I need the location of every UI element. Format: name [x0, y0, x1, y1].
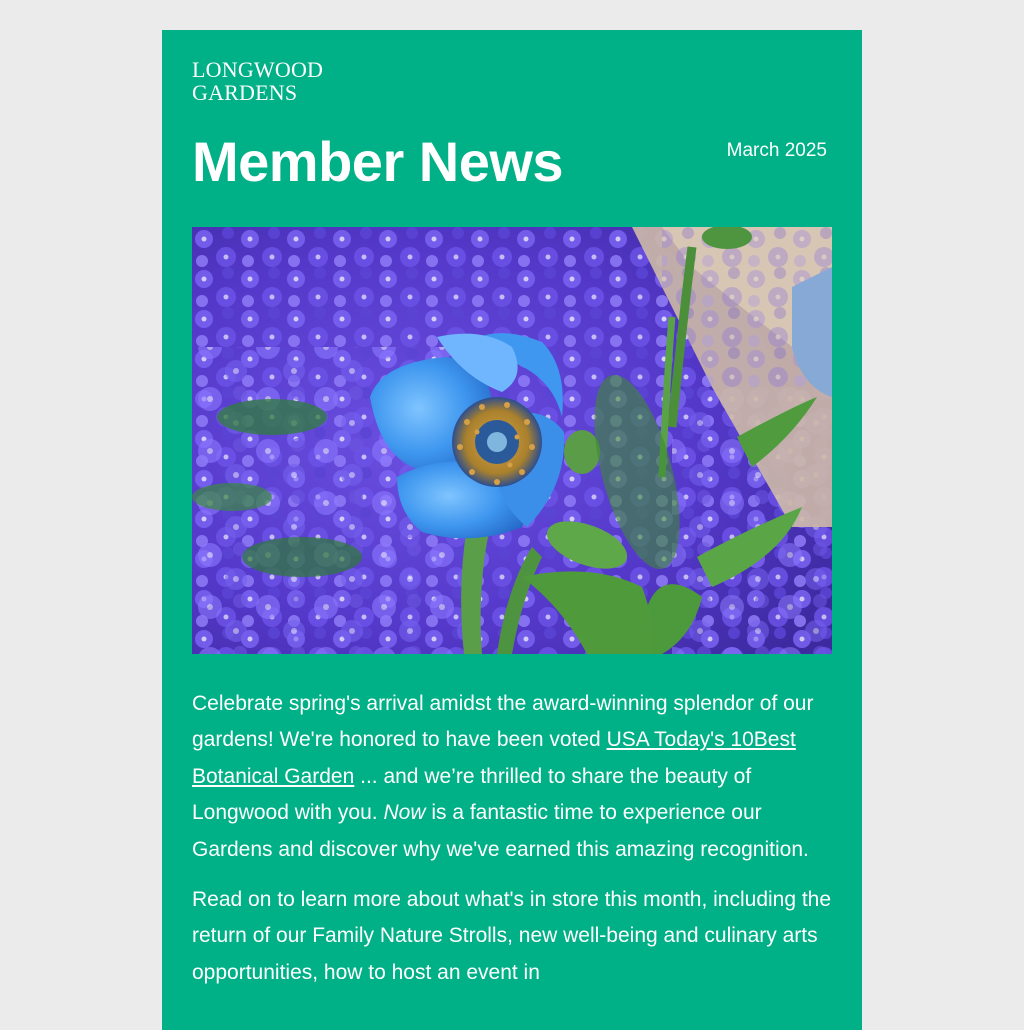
intro-copy	[192, 686, 837, 1005]
email-container	[162, 30, 862, 1030]
longwood-gardens-logo[interactable]	[192, 58, 323, 104]
intro-paragraph-1	[192, 686, 837, 868]
page-title: Member News	[192, 130, 564, 193]
intro-paragraph-2: Read on to learn more about what's in store this month, including the return of our Family Nature Strolls, new well-being and culinary arts opportunities, how to host an event in	[192, 888, 832, 984]
logo-line-2: GARDENS	[192, 80, 298, 105]
usa-today-10best-link[interactable]: USA Today's 10Best Botanical Garden	[192, 728, 796, 788]
intro-text-3: is a fantastic time to experience our Gardens and discover why we've earned this amazing recognition.	[192, 801, 809, 861]
poppy-photo-illustration	[192, 227, 832, 654]
intro-emphasis: Now	[383, 801, 426, 825]
intro-text-2: ... and we’re thrilled to share the beauty of Longwood with you.	[192, 764, 752, 825]
issue-date: March 2025	[726, 140, 827, 161]
hero-image[interactable]	[192, 227, 832, 654]
logo-line-1: LONGWOOD	[192, 57, 324, 82]
intro-text-1: Celebrate spring's arrival amidst the award-winning splendor of our gardens! We're honored to have been voted	[192, 692, 814, 752]
